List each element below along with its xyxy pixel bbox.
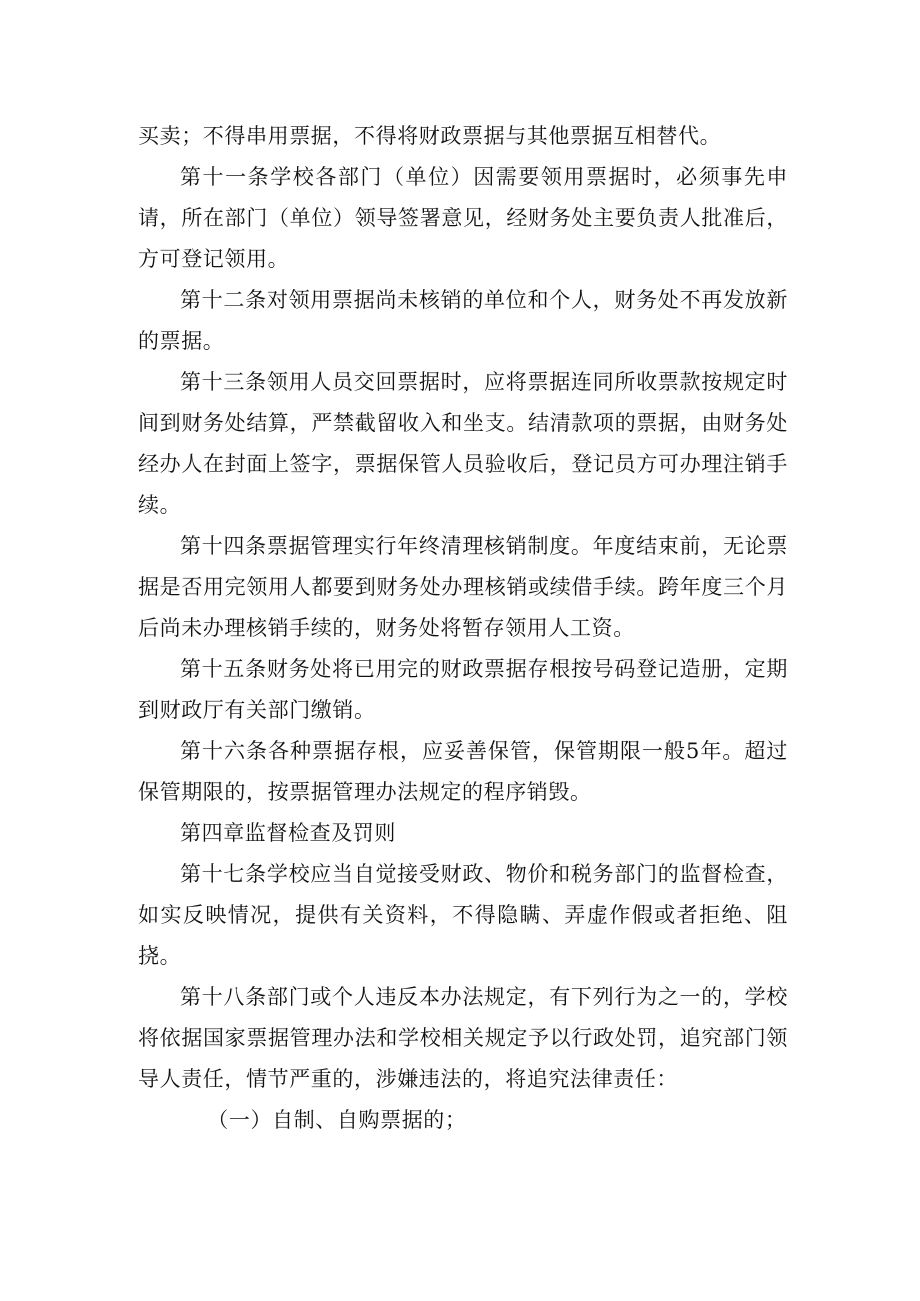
paragraph-continuation: 买卖；不得串用票据，不得将财政票据与其他票据互相替代。 <box>138 124 722 148</box>
paragraph-article-17: 第十七条学校应当自觉接受财政、物价和税务部门的监督检查，如实反映情况，提供有关资料，不得隐瞒、弄虚作假或者拒绝、阻挠。 <box>138 862 788 968</box>
paragraph-article-18: 第十八条部门或个人违反本办法规定，有下列行为之一的，学校将依据国家票据管理办法和学校相关规定予以行政处罚，追究部门领导人责任，情节严重的，涉嫌违法的，将追究法律责任： <box>138 985 788 1091</box>
paragraph-article-14: 第十四条票据管理实行年终清理核销制度。年度结束前，无论票据是否用完领用人都要到财务处办理核销或续借手续。跨年度三个月后尚未办理核销手续的，财务处将暂存领用人工资。 <box>138 534 788 640</box>
paragraph-article-11: 第十一条学校各部门（单位）因需要领用票据时，必须事先申请，所在部门（单位）领导签署意见，经财务处主要负责人批准后，方可登记领用。 <box>138 165 788 271</box>
list-item: （一）自制、自购票据的； <box>207 1108 467 1132</box>
paragraph-article-12: 第十二条对领用票据尚未核销的单位和个人，财务处不再发放新的票据。 <box>138 288 788 353</box>
document-body <box>138 116 788 1141</box>
paragraph-article-16: 第十六条各种票据存根，应妥善保管，保管期限一般5年。超过保管期限的，按票据管理办法规定的程序销毁。 <box>138 739 788 804</box>
chapter-heading: 第四章监督检查及罚则 <box>180 821 396 845</box>
paragraph-article-13: 第十三条领用人员交回票据时，应将票据连同所收票款按规定时间到财务处结算，严禁截留收入和坐支。结清款项的票据，由财务处经办人在封面上签字，票据保管人员验收后，登记员方可办理注销手续。 <box>138 370 788 517</box>
paragraph-article-15: 第十五条财务处将已用完的财政票据存根按号码登记造册，定期到财政厅有关部门缴销。 <box>138 657 788 722</box>
